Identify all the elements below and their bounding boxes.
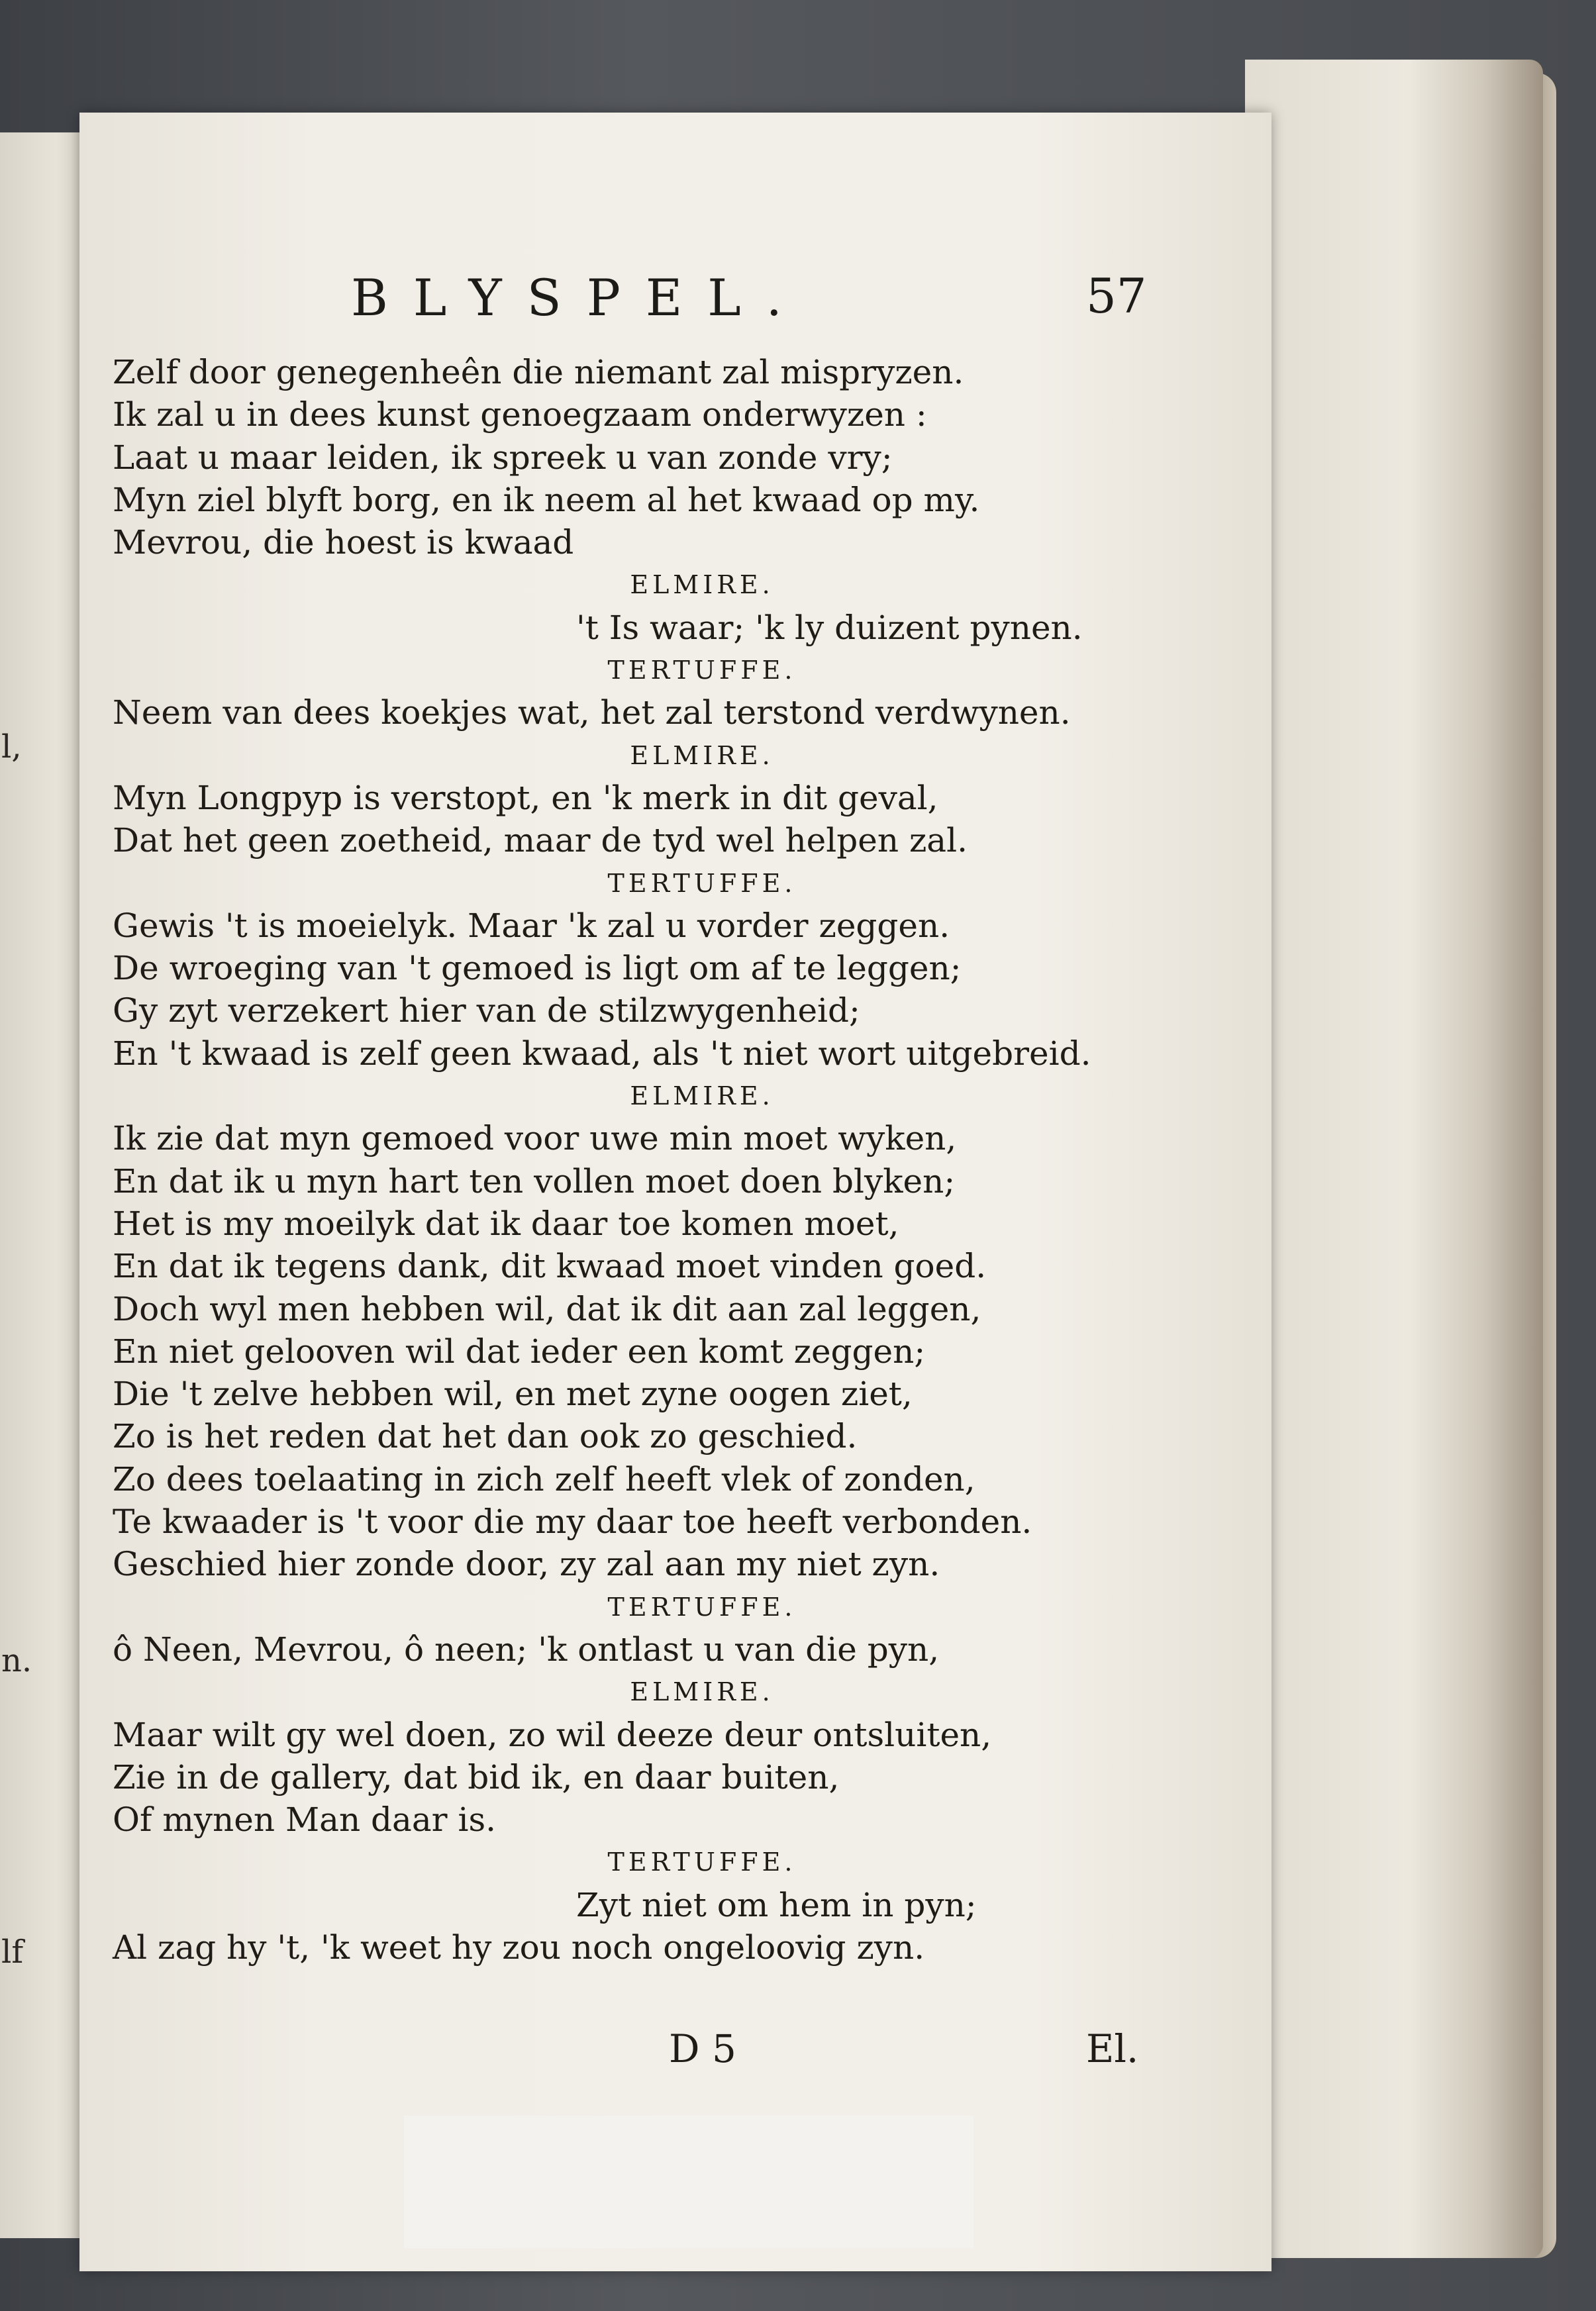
verse-line: Neem van dees koekjes wat, het zal terstond verdwynen. [113, 693, 1071, 732]
running-head: BLYSPEL. [351, 268, 807, 327]
verse-line: Te kwaader is 't voor die my daar toe heeft verbonden. [113, 1502, 1032, 1542]
verse-line: En dat ik u myn hart ten vollen moet doen blyken; [113, 1161, 956, 1201]
catchword: El. [1086, 2026, 1139, 2071]
verse-line: Gewis 't is moeielyk. Maar 'k zal u vorder zeggen. [113, 906, 950, 945]
verse-line: Zie in de gallery, dat bid ik, en daar buiten, [113, 1757, 840, 1796]
verse-line: Laat u maar leiden, ik spreek u van zonde vry; [113, 438, 893, 477]
book-page [79, 113, 1272, 2271]
speaker-name: ELMIRE. [630, 740, 774, 770]
verse-line: Het is my moeilyk dat ik daar toe komen moet, [113, 1204, 899, 1243]
verse-line: Zo dees toelaating in zich zelf heeft vlek of zonden, [113, 1459, 975, 1499]
page-stack-edge [1245, 60, 1543, 2258]
verse-line-continued: 't Is waar; 'k ly duizent pynen. [576, 608, 1083, 647]
verse-line: Geschied hier zonde door, zy zal aan my niet zyn. [113, 1545, 940, 1584]
speaker-name: TERTUFFE. [607, 1847, 797, 1877]
page-number: 57 [1086, 268, 1147, 324]
left-page-fragment: n. [1, 1642, 32, 1679]
verse-line: Zo is het reden dat het dan ook zo geschied. [113, 1417, 858, 1456]
verse-line: En dat ik tegens dank, dit kwaad moet vinden goed. [113, 1247, 987, 1286]
verse-line: Ik zal u in dees kunst genoegzaam onderwyzen : [113, 395, 927, 434]
verse-line: Ik zie dat myn gemoed voor uwe min moet wyken, [113, 1119, 957, 1158]
page-footer [79, 2026, 1272, 2079]
verse-line: Die 't zelve hebben wil, en met zyne oogen ziet, [113, 1375, 913, 1414]
verse-line-continued: Zyt niet om hem in pyn; [576, 1885, 977, 1924]
speaker-name: ELMIRE. [630, 570, 774, 600]
speaker-name: ELMIRE. [630, 1081, 774, 1111]
verse-line: En 't kwaad is zelf geen kwaad, als 't niet wort uitgebreid. [113, 1034, 1091, 1073]
verse-line: Mevrou, die hoest is kwaad [113, 523, 574, 562]
verse-line: De wroeging van 't gemoed is ligt om af te leggen; [113, 949, 962, 988]
speaker-name: TERTUFFE. [607, 1592, 797, 1622]
text-block [113, 351, 1212, 1969]
left-page-fragment: l, [1, 728, 22, 765]
verse-line: Al zag hy 't, 'k weet hy zou noch ongeloovig zyn. [113, 1928, 925, 1967]
left-page-fragment: lf [1, 1934, 24, 1971]
verse-line: Gy zyt verzekert hier van de stilzwygenheid; [113, 991, 860, 1030]
speaker-name: TERTUFFE. [607, 868, 797, 898]
verse-line: Doch wyl men hebben wil, dat ik dit aan zal leggen, [113, 1289, 981, 1328]
verse-line: Myn Longpyp is verstopt, en 'k merk in dit geval, [113, 778, 938, 817]
verse-line: Dat het geen zoetheid, maar de tyd wel helpen zal. [113, 821, 968, 860]
speaker-name: ELMIRE. [630, 1677, 774, 1707]
verse-line: Myn ziel blyft borg, en ik neem al het kwaad op my. [113, 480, 980, 519]
blank-label [404, 2116, 973, 2248]
verse-line: En niet gelooven wil dat ieder een komt zeggen; [113, 1332, 926, 1371]
verse-line: Maar wilt gy wel doen, zo wil deeze deur ontsluiten, [113, 1715, 992, 1754]
page-header [79, 268, 1272, 341]
verse-line: Of mynen Man daar is. [113, 1800, 497, 1840]
verse-line: ô Neen, Mevrou, ô neen; 'k ontlast u van die pyn, [113, 1630, 940, 1669]
signature-mark: D 5 [669, 2026, 736, 2071]
verse-line: Zelf door genegenheên die niemant zal mispryzen. [113, 353, 964, 391]
speaker-name: TERTUFFE. [607, 656, 797, 685]
